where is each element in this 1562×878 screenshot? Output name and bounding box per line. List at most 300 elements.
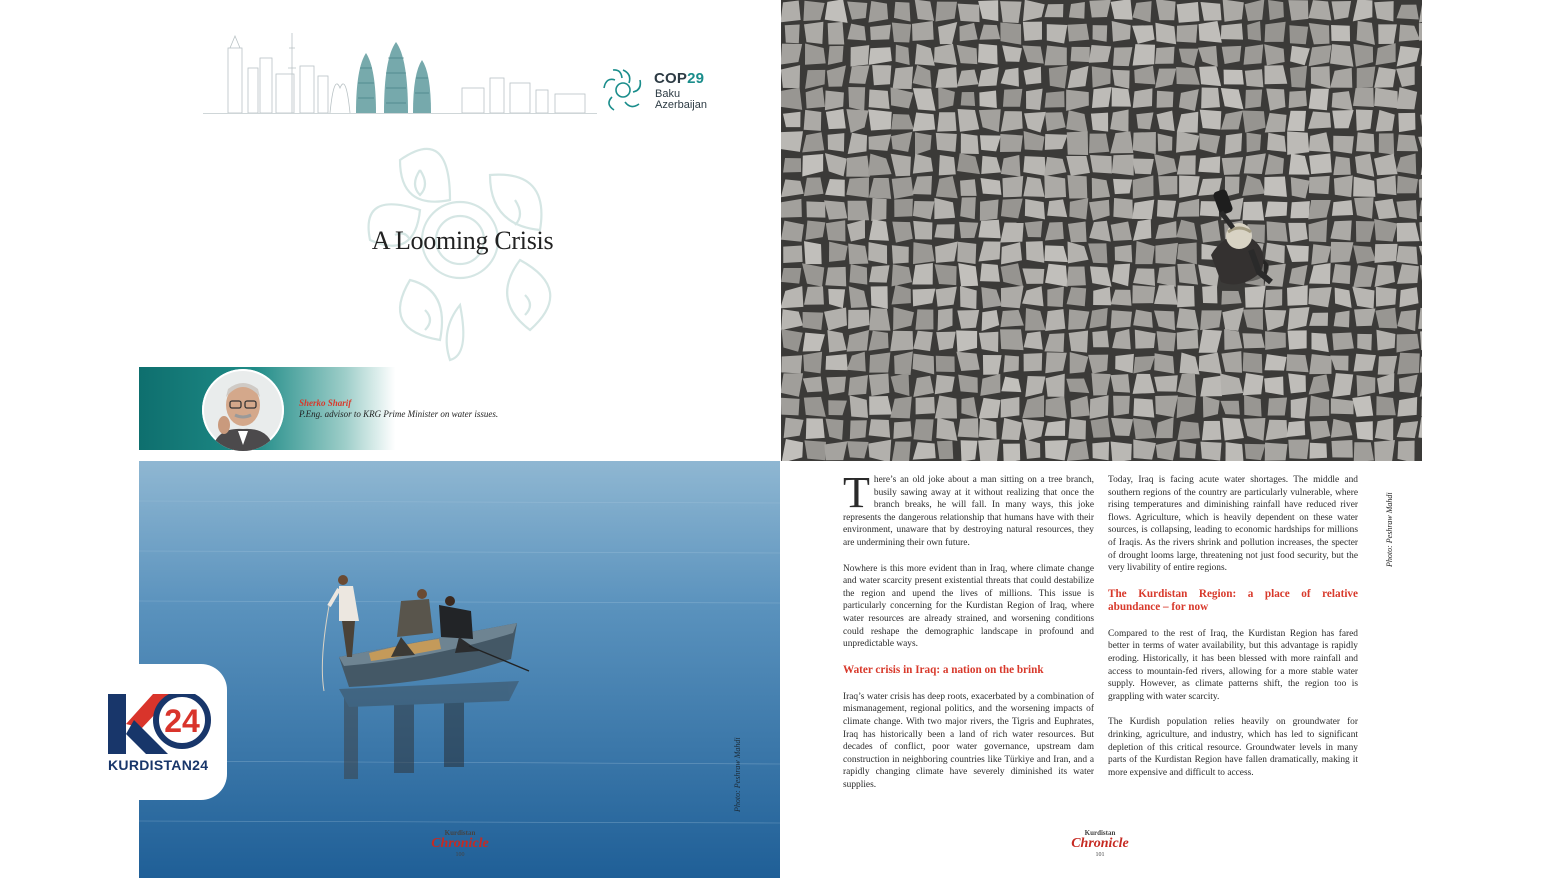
crack-tile — [1354, 354, 1376, 372]
crack-tile — [869, 134, 892, 150]
crack-tile — [961, 440, 978, 461]
crack-tile — [1133, 398, 1154, 417]
crack-tile — [1093, 25, 1108, 42]
crack-tile — [1023, 22, 1042, 41]
crack-tile — [1374, 244, 1397, 263]
crack-tile — [1225, 442, 1243, 461]
crack-tile — [1198, 156, 1220, 173]
crack-tile — [868, 1, 888, 23]
crack-tile — [1026, 89, 1043, 110]
crack-tile — [826, 377, 846, 395]
crack-tile — [1265, 201, 1287, 217]
crack-tile — [848, 375, 868, 395]
crack-tile — [1067, 175, 1087, 198]
article-paragraph: Nowhere is this more evident than in Iraq, where climate change and water scarcity present existential threats that could destabilize the region and upend the lives of millions. This issue is particularly concerning for the Kurdistan Region of Iraq, where water resources are already strained, and worsening conditions could reshape the demographic landscape in profound and unpredictable ways. — [843, 563, 1094, 650]
crack-tile — [1092, 331, 1109, 348]
crack-tile — [1047, 24, 1068, 43]
crack-tile — [870, 25, 891, 40]
crack-tile — [1000, 23, 1021, 45]
crack-tile — [1089, 134, 1109, 154]
cop29-country: Azerbaijan — [655, 99, 707, 111]
crack-tile — [1243, 352, 1263, 373]
crack-tile — [915, 309, 933, 329]
crack-tile — [1091, 113, 1108, 132]
crack-tile — [934, 224, 954, 239]
crack-tile — [1396, 246, 1417, 264]
crack-tile — [1265, 289, 1282, 307]
crack-tile — [1177, 330, 1199, 350]
k24-wordmark: KURDISTAN24 — [108, 757, 209, 773]
crack-tile — [1309, 176, 1330, 194]
crack-tile — [1243, 373, 1264, 395]
crack-tile — [1200, 2, 1221, 21]
crack-tile — [1374, 88, 1398, 109]
crack-tile — [869, 352, 890, 372]
crack-tile — [913, 242, 935, 264]
crack-tile — [804, 110, 822, 131]
crack-tile — [1332, 200, 1353, 216]
crack-tile — [1223, 0, 1244, 22]
crack-tile — [1177, 421, 1200, 440]
crack-tile — [1286, 354, 1308, 372]
crack-tile — [1265, 22, 1286, 42]
crack-tile — [1113, 396, 1130, 416]
crack-tile — [869, 308, 890, 331]
crack-tile — [1068, 221, 1087, 242]
crack-tile — [849, 264, 867, 285]
author-role: P.Eng. advisor to KRG Prime Minister on water issues. — [299, 409, 499, 419]
crack-tile — [1090, 155, 1112, 174]
crack-tile — [872, 65, 891, 85]
crack-tile — [1265, 354, 1287, 370]
k24-logo-icon — [108, 694, 218, 754]
crack-tile — [826, 220, 846, 241]
crack-tile — [828, 22, 845, 45]
crack-tile — [826, 354, 848, 370]
crack-tile — [1287, 285, 1308, 306]
crack-tile — [1068, 419, 1086, 440]
crack-tile — [1200, 442, 1221, 461]
crack-tile — [871, 198, 886, 221]
crack-tile — [1003, 89, 1022, 107]
crack-tile — [1158, 176, 1177, 195]
left-page-number: 100 — [455, 852, 465, 858]
footer-brand-top: Kurdistan — [1084, 829, 1116, 837]
crack-tile — [1002, 176, 1023, 197]
crack-tile — [1308, 287, 1331, 307]
crack-tile — [1133, 88, 1153, 108]
crack-tile — [1225, 133, 1242, 154]
crack-tile — [1265, 443, 1288, 461]
crack-tile — [869, 373, 889, 396]
crack-tile — [1177, 25, 1198, 43]
crack-tile — [1288, 439, 1309, 459]
crack-tile — [1045, 440, 1068, 461]
crack-tile — [979, 332, 999, 352]
cop29-city: Baku — [655, 88, 681, 100]
crack-tile — [848, 87, 865, 111]
crack-tile — [1200, 110, 1222, 130]
crack-tile — [980, 199, 999, 220]
crack-tile — [1221, 291, 1241, 305]
crack-tile — [783, 245, 802, 262]
crack-tile — [936, 133, 957, 152]
crack-tile — [848, 201, 870, 221]
crack-tile — [1049, 66, 1068, 89]
article-paragraph: Compared to the rest of Iraq, the Kurdistan Region has fared better in terms of water availability, but this advantage is rapidly eroding. Historically, it has been blessed with more rainfall and access to mountain-fed rivers, allowing for a more stable water supply. However, as climate patterns shift, the region too is grappling with water scarcity. — [1108, 628, 1358, 702]
crack-tile — [1288, 0, 1308, 20]
crack-tile — [1222, 46, 1242, 64]
crack-tile — [1268, 0, 1284, 20]
crack-tile — [803, 352, 822, 374]
crack-tile — [1221, 23, 1243, 39]
crack-tile — [1045, 396, 1067, 418]
crack-tile — [1309, 443, 1327, 459]
crack-tile — [961, 92, 975, 106]
crack-tile — [1202, 421, 1221, 440]
crack-tile — [781, 355, 802, 373]
crack-tile — [1265, 331, 1286, 350]
crack-tile — [1001, 111, 1023, 132]
crack-tile — [1045, 309, 1065, 331]
crack-tile — [803, 312, 824, 330]
crack-tile — [1091, 418, 1111, 438]
crack-tile — [1290, 201, 1309, 218]
article-column-2 — [1108, 474, 1358, 792]
crack-tile — [1177, 285, 1195, 307]
crack-tile — [1069, 330, 1088, 352]
crack-tile — [1025, 221, 1043, 237]
crack-tile — [1268, 398, 1287, 416]
crack-tile — [783, 158, 801, 172]
crack-tile — [1397, 441, 1414, 461]
crack-tile — [804, 440, 826, 460]
crack-tile — [1069, 198, 1088, 219]
crack-tile — [1286, 421, 1305, 438]
crack-tile — [935, 375, 955, 394]
cop29-title: COP29 — [654, 70, 705, 87]
crack-tile — [894, 199, 913, 217]
crack-tile — [781, 131, 803, 152]
crack-tile — [939, 155, 956, 175]
crack-tile — [936, 332, 956, 351]
crack-tile — [936, 287, 957, 307]
svg-text:24: 24 — [164, 703, 200, 739]
crack-tile — [1112, 155, 1134, 176]
crack-tile — [1154, 375, 1178, 391]
crack-tile — [806, 418, 825, 439]
crack-tile — [1110, 110, 1128, 132]
crack-tile — [892, 245, 909, 263]
crack-tile — [1309, 153, 1332, 174]
right-footer-brand — [1060, 829, 1140, 859]
crack-tile — [1378, 24, 1397, 44]
crack-tile — [1157, 200, 1176, 218]
crack-tile — [1331, 25, 1350, 41]
author-avatar — [202, 369, 284, 451]
crack-tile — [785, 25, 800, 44]
crack-tile — [893, 67, 913, 89]
crack-tile — [1398, 113, 1415, 132]
crack-tile — [958, 418, 979, 438]
crack-tile — [1311, 333, 1328, 352]
crack-tile — [1133, 310, 1153, 328]
crack-tile — [960, 179, 977, 196]
crack-tile — [1419, 22, 1422, 40]
crack-tile — [1069, 2, 1085, 19]
crack-tile — [1330, 44, 1353, 67]
left-photo-credit: Photo: Peshraw Mahdi — [733, 737, 742, 812]
crack-tile — [851, 45, 870, 66]
crack-tile — [1177, 264, 1198, 285]
article-paragraph: Iraq’s water crisis has deep roots, exacerbated by a combination of mismanagement, regional politics, and the worsening impacts of climate change. With two major rivers, the Tigris and Euphrates, Iraq has historically been a land of rich water resources. But decades of conflict, poor water governance, upstream dam construction in neighboring countries like Türkiye and Iran, and a rapidly changing climate have severely diminished its water supplies. — [843, 691, 1094, 790]
crack-tile — [1356, 110, 1373, 131]
crack-tile — [1379, 133, 1394, 154]
crack-tile — [1000, 329, 1023, 350]
crack-tile — [850, 420, 867, 439]
crack-tile — [1375, 308, 1397, 329]
crack-tile — [828, 133, 845, 152]
crack-tile — [1154, 353, 1174, 373]
crack-tile — [1353, 88, 1374, 108]
crack-tile — [1111, 442, 1132, 461]
crack-tile — [1291, 397, 1308, 418]
crack-tile — [1112, 87, 1131, 106]
crack-tile — [1374, 1, 1394, 21]
crack-tile — [983, 355, 1002, 375]
crack-tile — [846, 177, 869, 197]
crack-tile — [890, 331, 913, 351]
crack-tile — [1224, 70, 1244, 85]
crack-tile — [1376, 287, 1397, 307]
crack-tile — [1264, 177, 1287, 197]
crack-tile — [978, 44, 998, 65]
crack-tile — [1067, 131, 1088, 155]
crack-tile — [871, 286, 888, 309]
crack-tile — [1090, 395, 1109, 419]
crack-tile — [781, 268, 801, 284]
crack-tile — [1245, 286, 1266, 308]
crack-tile — [1242, 201, 1264, 220]
crack-tile — [1356, 421, 1373, 440]
crack-tile — [1332, 1, 1352, 20]
crack-tile — [1201, 88, 1220, 109]
crack-tile — [936, 356, 955, 372]
crack-tile — [893, 421, 911, 439]
crack-tile — [804, 241, 822, 264]
crack-tile — [1047, 287, 1064, 307]
crack-tile — [1092, 87, 1112, 108]
crack-tile — [804, 22, 823, 44]
crack-tile — [1356, 132, 1375, 152]
crack-tile — [934, 44, 957, 65]
crack-tile — [1045, 420, 1066, 435]
crack-tile — [1332, 373, 1353, 397]
crack-tile — [957, 310, 979, 329]
crack-tile — [1244, 44, 1264, 64]
crack-tile — [1132, 285, 1155, 303]
crack-tile — [781, 0, 801, 22]
article-paragraph: The Kurdish population relies heavily on groundwater for drinking, agriculture, and industry, which has led to significant depletion of this critical resource. Groundwater levels in many parts of the Kurdistan Region have fallen dramatically, making it more expensive and difficult to access. — [1108, 717, 1358, 778]
crack-tile — [1155, 47, 1174, 64]
crack-tile — [1071, 47, 1090, 62]
crack-tile — [912, 21, 934, 41]
crack-tile — [1397, 397, 1417, 417]
cop29-flower-icon — [600, 66, 646, 114]
crack-tile — [916, 397, 935, 414]
crack-tile — [1287, 131, 1309, 154]
crack-tile — [981, 178, 1002, 195]
crack-tile — [1309, 89, 1329, 111]
article-column-1 — [843, 468, 1094, 804]
crack-tile — [978, 439, 999, 461]
article-paragraph: Today, Iraq is facing acute water shortages. The middle and southern regions of the country are particularly vulnerable, where rising temperatures and diminishing rainfall have reduced river flows. Agriculture, which is heavily dependent on these water sources, is collapsing, leading to economic hardships for millions of Iraqis. As the rivers shrink and pollution increases, the specter of drought looms large, threatening not just food security, but the very livability of entire regions. — [1108, 475, 1358, 574]
crack-tile — [912, 263, 933, 284]
crack-tile — [1177, 2, 1200, 23]
crack-tile — [1111, 0, 1133, 20]
crack-tile — [1267, 221, 1288, 241]
crack-tile — [1309, 354, 1331, 374]
crack-tile — [1089, 45, 1111, 63]
crack-tile — [1110, 374, 1130, 392]
header-rule — [203, 113, 597, 114]
crack-tile — [1290, 66, 1307, 88]
crack-tile — [1180, 441, 1197, 458]
crack-tile — [1331, 398, 1354, 414]
crack-tile — [936, 67, 958, 88]
crack-tile — [1357, 334, 1372, 351]
crack-tile — [1157, 331, 1176, 351]
crack-tile — [960, 197, 976, 219]
section-heading-water-crisis: Water crisis in Iraq: a nation on the brink — [843, 663, 1044, 676]
crack-tile — [1334, 175, 1353, 197]
crack-tile — [1265, 420, 1287, 441]
drop-cap: T — [843, 468, 870, 517]
crack-tile — [868, 109, 891, 130]
crack-tile — [1024, 353, 1043, 371]
crack-tile — [1044, 175, 1066, 198]
crack-tile — [1000, 134, 1023, 152]
crack-tile — [913, 419, 933, 441]
crack-tile — [913, 221, 932, 240]
crack-tile — [1133, 132, 1156, 154]
baku-skyline-illustration — [200, 28, 600, 118]
crack-tile — [980, 264, 1000, 282]
crack-tile — [1333, 156, 1351, 175]
crack-tile — [1374, 440, 1395, 461]
crack-tile — [1004, 355, 1019, 372]
crack-tile — [846, 156, 870, 177]
crack-tile — [978, 220, 1000, 238]
crack-tile — [1157, 91, 1174, 108]
article-title: A Looming Crisis — [371, 226, 554, 255]
crack-tile — [961, 133, 979, 154]
left-footer-brand — [420, 829, 500, 859]
right-photo-credit: Photo: Peshraw Mahdi — [1385, 492, 1394, 567]
author-name: Sherko Sharif — [299, 398, 352, 408]
right-page-number: 101 — [1095, 852, 1105, 858]
crack-tile — [869, 419, 890, 437]
crack-tile — [892, 177, 914, 199]
crack-tile — [1115, 245, 1133, 262]
crack-tile — [1133, 44, 1155, 66]
crack-tile — [958, 263, 978, 286]
crack-tile — [1132, 159, 1153, 175]
crack-tile — [806, 201, 825, 217]
footer-brand-top: Kurdistan — [444, 829, 476, 837]
crack-tile — [1025, 199, 1045, 219]
crack-tile — [1332, 264, 1351, 284]
crack-tile — [958, 4, 980, 23]
crack-tile — [1331, 440, 1352, 458]
crack-tile — [1245, 90, 1262, 109]
crack-tile — [1089, 308, 1107, 328]
crack-tile — [979, 418, 997, 439]
crack-tile — [1357, 66, 1376, 88]
crack-tile — [1354, 442, 1374, 461]
crack-tile — [1334, 311, 1350, 328]
crack-tile — [1001, 397, 1020, 418]
crack-tile — [1376, 396, 1395, 415]
footer-brand-main: Chronicle — [431, 836, 489, 851]
crack-tile — [1068, 24, 1090, 42]
crack-tile — [1246, 133, 1261, 153]
cracked-earth-photo — [781, 0, 1422, 461]
crack-tile — [1003, 444, 1020, 461]
crack-tile — [935, 2, 957, 22]
crack-tile — [781, 221, 804, 242]
crack-tile — [869, 90, 890, 109]
crack-tile — [1288, 223, 1307, 243]
crack-tile — [1397, 134, 1418, 151]
crack-tile — [1000, 1, 1021, 23]
crack-tile — [1288, 373, 1306, 393]
crack-tile — [1397, 200, 1417, 219]
crack-tile — [1155, 243, 1178, 264]
crack-tile — [825, 267, 846, 287]
crack-tile — [979, 90, 997, 107]
crack-tile — [781, 88, 802, 110]
crack-tile — [1200, 310, 1222, 330]
crack-tile — [1045, 91, 1065, 107]
section-heading-kurdistan-region: The Kurdistan Region: a place of relative abundance – for now — [1108, 587, 1358, 613]
crack-tile — [1242, 333, 1265, 348]
crack-tile — [1113, 179, 1132, 194]
crack-tile — [1199, 353, 1222, 374]
crack-tile — [937, 441, 953, 459]
crack-tile — [1202, 286, 1217, 304]
crack-tile — [913, 112, 936, 131]
crack-tile — [1200, 376, 1222, 397]
crack-tile — [937, 112, 956, 131]
crack-tile — [1133, 268, 1155, 285]
crack-tile — [1045, 45, 1067, 65]
crack-tile — [783, 112, 801, 127]
fishermen-boat-photo — [139, 461, 780, 878]
crack-tile — [781, 398, 800, 416]
crack-tile — [826, 109, 846, 129]
crack-tile — [869, 265, 889, 282]
crack-tile — [1288, 330, 1307, 349]
crack-tile — [1001, 286, 1024, 308]
crack-tile — [1026, 241, 1044, 263]
article-paragraph: There’s an old joke about a man sitting on a tree branch, busily sawing away at it without realizing that once the branch breaks, he will fall. In many ways, this joke represents the dangerous relationship that humans have with their environment, unaware that by destroying natural resources, they are undermining their own future. — [843, 468, 1094, 548]
crack-tile — [1333, 136, 1354, 154]
crack-tile — [1289, 25, 1308, 44]
crack-tile — [1375, 418, 1393, 440]
crack-tile — [1289, 91, 1307, 109]
crack-tile — [1067, 267, 1086, 286]
